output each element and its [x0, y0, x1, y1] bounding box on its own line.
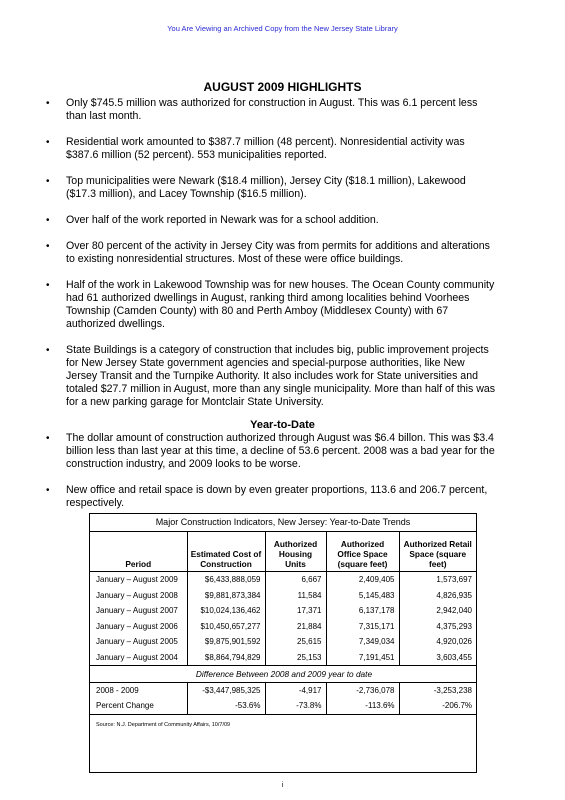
table-cell: 2,409,405: [326, 572, 399, 588]
percent-change-row: [90, 698, 476, 714]
table-cell: -73.8%: [265, 698, 326, 714]
header-cost: Estimated Cost of Construction: [187, 532, 265, 572]
table-cell: $8,864,794,829: [187, 650, 265, 666]
table-cell: 4,826,935: [399, 588, 476, 604]
table-cell: January – August 2004: [90, 650, 187, 666]
table-cell: January – August 2009: [96, 575, 178, 585]
page-title: AUGUST 2009 HIGHLIGHTS: [203, 80, 362, 94]
indicators-table-box: [89, 513, 477, 773]
table-source-note: Source: N.J. Department of Community Affairs, 10/7/09: [96, 721, 231, 728]
ytd-list: [66, 432, 498, 523]
table-cell: $10,450,657,277: [187, 619, 265, 635]
table-cell: 2,942,040: [399, 603, 476, 619]
table-caption: Major Construction Indicators, New Jersey: Year-to-Date Trends: [90, 514, 476, 532]
table-cell: -206.7%: [399, 698, 476, 714]
table-cell: 5,145,483: [326, 588, 399, 604]
table-cell: 7,191,451: [326, 650, 399, 666]
table-cell: 4,375,293: [399, 619, 476, 635]
table-cell: -3,253,238: [399, 682, 476, 698]
table-row: [90, 588, 476, 604]
header-office: Authorized Office Space (square feet): [326, 532, 399, 572]
table-row: [90, 634, 476, 650]
table-cell: -4,917: [265, 682, 326, 698]
list-item: • The dollar amount of construction authorized through August was $6.4 billon. This was $3.4 billion less than last year at this time, a decline of 53.6 percent. 2008 was a bad year for the construction industry, and 2009 looks to be worse.: [66, 432, 498, 471]
table-cell: $10,024,136,462: [187, 603, 265, 619]
header-period: Period: [90, 532, 187, 572]
highlights-list: [66, 97, 498, 422]
list-item: • Over half of the work reported in Newark was for a school addition.: [66, 214, 498, 227]
table-cell: 6,137,178: [326, 603, 399, 619]
list-item: • State Buildings is a category of construction that includes big, public improvement projects for New Jersey State government agencies and special-purpose authorities, like New Jersey Transit and the Turnpike Authority. It also includes work for State universities and totaled $27.7 million in August, more than any single municipality. More than half of this was for a new parking garage for Montclair State University.: [66, 344, 498, 409]
table-cell: -113.6%: [326, 698, 399, 714]
table-cell: 1,573,697: [399, 572, 476, 588]
list-item: • Over 80 percent of the activity in Jersey City was from permits for additions and alterations to existing nonresidential structures. Most of these were office buildings.: [66, 240, 498, 266]
table-cell: 25,615: [265, 634, 326, 650]
table-cell: 7,349,034: [326, 634, 399, 650]
table-row: [90, 619, 476, 635]
header-retail: Authorized Retail Space (square feet): [399, 532, 476, 572]
table-row: [90, 603, 476, 619]
table-cell: 17,371: [265, 603, 326, 619]
table-cell: -$3,447,985,325: [187, 682, 265, 698]
difference-heading: Difference Between 2008 and 2009 year to date: [90, 666, 476, 683]
table-row: [90, 572, 476, 588]
table-cell: 4,920,026: [399, 634, 476, 650]
difference-heading-row: [90, 666, 476, 683]
table-header-row: [90, 532, 476, 572]
table-cell: $9,875,901,592: [187, 634, 265, 650]
table-row: [90, 650, 476, 666]
table-cell: -2,736,078: [326, 682, 399, 698]
list-item: • New office and retail space is down by even greater proportions, 113.6 and 206.7 percent, respectively.: [66, 484, 498, 510]
list-item: • Only $745.5 million was authorized for construction in August. This was 6.1 percent less than last month.: [66, 97, 498, 123]
table-cell: $9,881,873,384: [187, 588, 265, 604]
difference-row: [90, 682, 476, 698]
table-cell: 6,667: [265, 572, 326, 588]
table-cell: January – August 2008: [96, 590, 178, 600]
list-item: • Top municipalities were Newark ($18.4 million), Jersey City ($18.1 million), Lakewood ($17.3 million), and Lacey Township ($16.5 million).: [66, 175, 498, 201]
table-cell: 21,884: [265, 619, 326, 635]
page-number: i: [281, 782, 284, 789]
table-cell: January – August 2006: [96, 621, 178, 631]
ytd-heading: Year-to-Date: [250, 419, 315, 431]
list-item: • Half of the work in Lakewood Township was for new houses. The Ocean County community had 61 authorized dwellings in August, ranking third among localities behind Voorhees Township (Camden County) with 80 and Perth Amboy (Middlesex County) with 67 authorized dwellings.: [66, 279, 498, 331]
table-cell: $6,433,888,059: [187, 572, 265, 588]
table-cell: 25,153: [265, 650, 326, 666]
indicators-table: [90, 532, 476, 715]
table-cell: 2008 - 2009: [96, 685, 139, 695]
archive-banner: You Are Viewing an Archived Copy from the New Jersey State Library: [167, 24, 398, 33]
table-cell: Percent Change: [90, 698, 187, 714]
table-cell: January – August 2005: [96, 637, 178, 647]
table-cell: January – August 2007: [96, 606, 178, 616]
list-item: • Residential work amounted to $387.7 million (48 percent). Nonresidential activity was $387.6 million (52 percent). 553 municipalities reported.: [66, 136, 498, 162]
table-cell: 3,603,455: [399, 650, 476, 666]
header-housing: Authorized Housing Units: [265, 532, 326, 572]
table-cell: -53.6%: [187, 698, 265, 714]
table-cell: 11,584: [265, 588, 326, 604]
table-cell: 7,315,171: [326, 619, 399, 635]
